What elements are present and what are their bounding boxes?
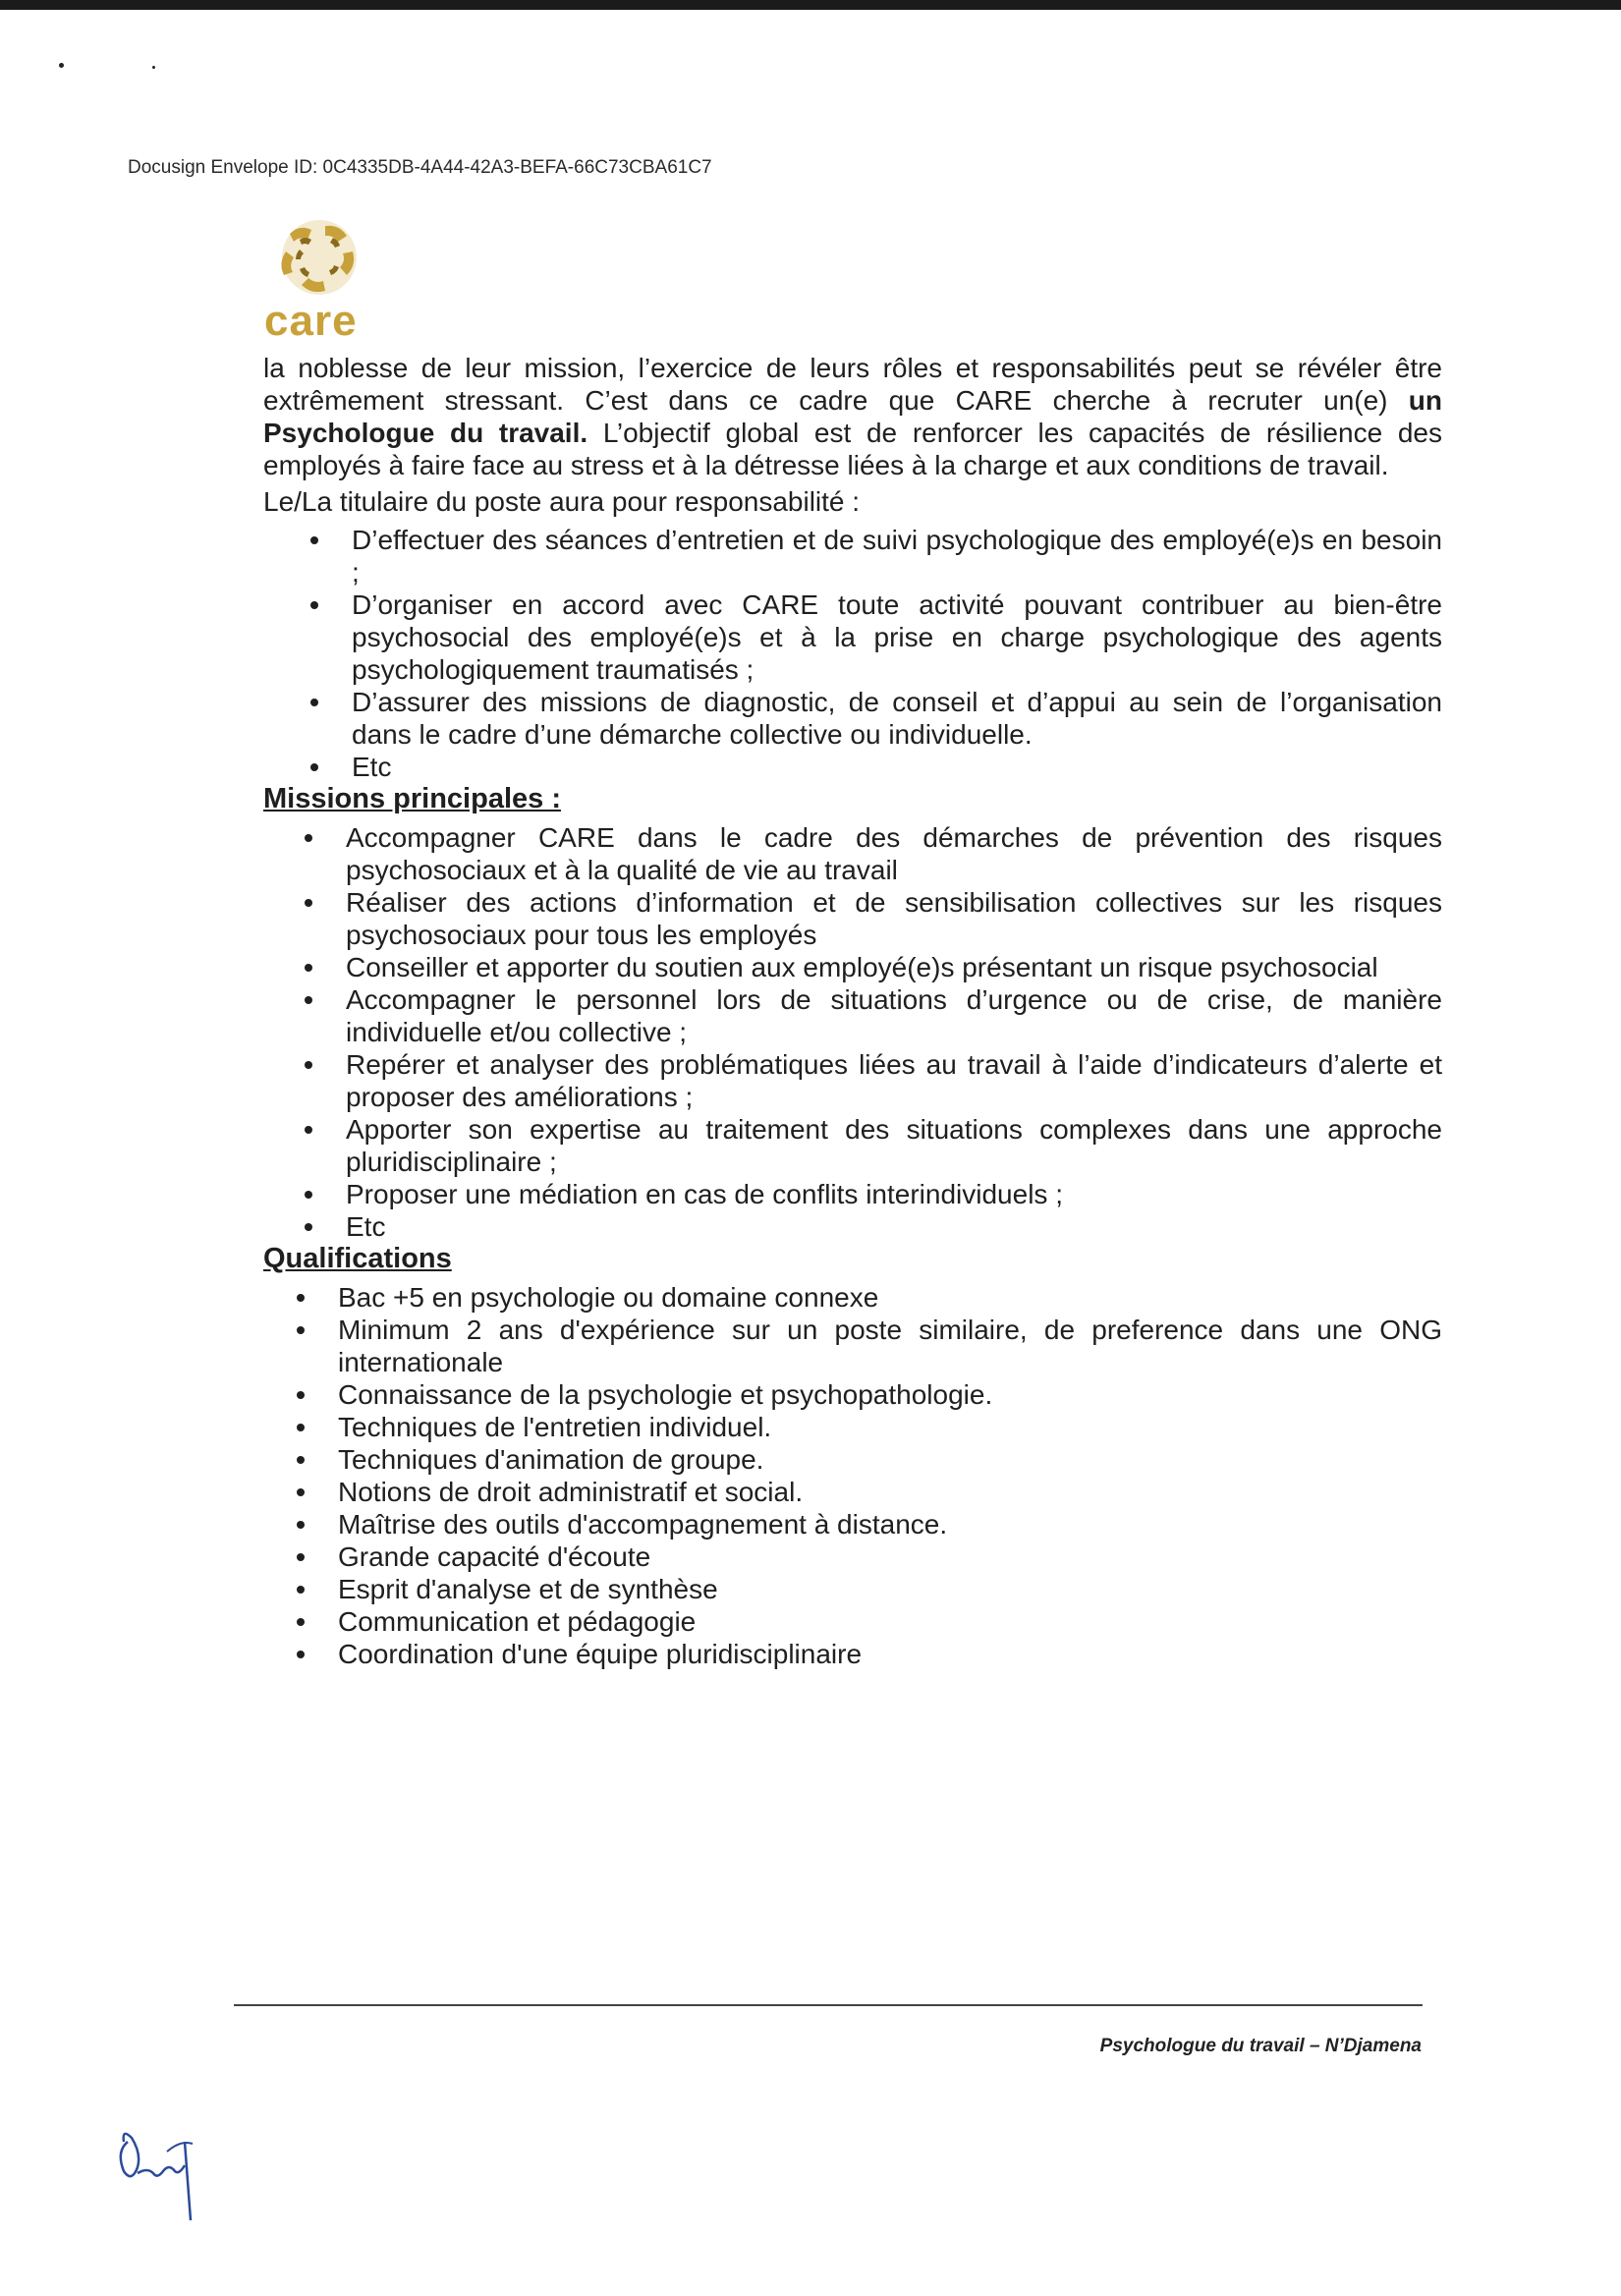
docusign-envelope-id: Docusign Envelope ID: 0C4335DB-4A44-42A3-BEFA-66C73CBA61C7 [128,157,712,178]
job-title-bold: un Psychologue du travail. [263,385,1442,448]
list-item: Techniques de l'entretien individuel. [338,1411,1442,1443]
scan-speck [152,66,155,69]
list-item: Proposer une médiation en cas de conflits interindividuels ; [346,1178,1442,1210]
intro-text-end: L’objectif global est de renforcer les capacités de résilience des employés à faire face au stress et à la détresse liées à la charge et aux conditions de travail. [263,418,1442,480]
list-item: Accompagner le personnel lors de situations d’urgence ou de crise, de manière individuelle et/ou collective ; [346,984,1442,1047]
list-item: Connaissance de la psychologie et psychopathologie. [338,1378,1442,1411]
handwritten-initials [108,2102,216,2220]
list-item: Réaliser des actions d’information et de sensibilisation collectives sur les risques psychosociaux pour tous les employés [346,887,1442,950]
scan-border [0,0,1621,10]
intro-paragraph [263,352,1442,481]
list-item: Maîtrise des outils d'accompagnement à distance. [338,1508,1442,1540]
care-hands-icon [260,216,378,305]
qualifications-list [263,1281,1442,1670]
list-item: Coordination d'une équipe pluridisciplinaire [338,1638,1442,1670]
list-item: Communication et pédagogie [338,1605,1442,1638]
missions-heading: Missions principales : [263,783,561,814]
care-logo-text: care [264,297,358,345]
list-item: D’effectuer des séances d’entretien et de suivi psychologique des employé(e)s en besoin ; [352,525,1442,588]
qualifications-heading: Qualifications [263,1243,452,1274]
list-item: Grande capacité d'écoute [338,1540,1442,1573]
list-item: Techniques d'animation de groupe. [338,1443,1442,1476]
responsibilities-list [263,524,1442,783]
scan-speck [59,63,64,68]
list-item: Conseiller et apporter du soutien aux employé(e)s présentant un risque psychosocial [346,951,1442,983]
care-logo [260,216,378,344]
list-item: Repérer et analyser des problématiques liées au travail à l’aide d’indicateurs d’alerte et proposer des améliorations ; [346,1049,1442,1112]
list-item: Minimum 2 ans d'expérience sur un poste similaire, de preference dans une ONG internationale [338,1315,1442,1377]
footer-divider [234,2004,1423,2006]
list-item: Etc [346,1210,1442,1243]
list-item: Notions de droit administratif et social. [338,1476,1442,1508]
list-item: D’organiser en accord avec CARE toute activité pouvant contribuer au bien-être psychosocial des employé(e)s et à la prise en charge psychologique des agents psychologiquement traumatisés ; [352,589,1442,685]
document-body [263,352,1442,1670]
list-item: Esprit d'analyse et de synthèse [338,1573,1442,1605]
responsibilities-intro: Le/La titulaire du poste aura pour responsabilité : [263,486,861,517]
list-item: Accompagner CARE dans le cadre des démarches de prévention des risques psychosociaux et à la qualité de vie au travail [346,822,1442,885]
intro-text: la noblesse de leur mission, l’exercice de leurs rôles et responsabilités peut se révéler être extrêmement stressant. C’est dans ce cadre que CARE cherche à recruter un(e) [263,353,1442,416]
list-item: D’assurer des missions de diagnostic, de conseil et d’appui au sein de l’organisation dans le cadre d’une démarche collective ou individuelle. [352,687,1442,750]
footer-text: Psychologue du travail – N’Djamena [1099,2036,1422,2056]
list-item: Apporter son expertise au traitement des situations complexes dans une approche pluridisciplinaire ; [346,1114,1442,1177]
list-item: Etc [352,751,1442,783]
list-item: Bac +5 en psychologie ou domaine connexe [338,1281,1442,1314]
missions-list [263,821,1442,1243]
